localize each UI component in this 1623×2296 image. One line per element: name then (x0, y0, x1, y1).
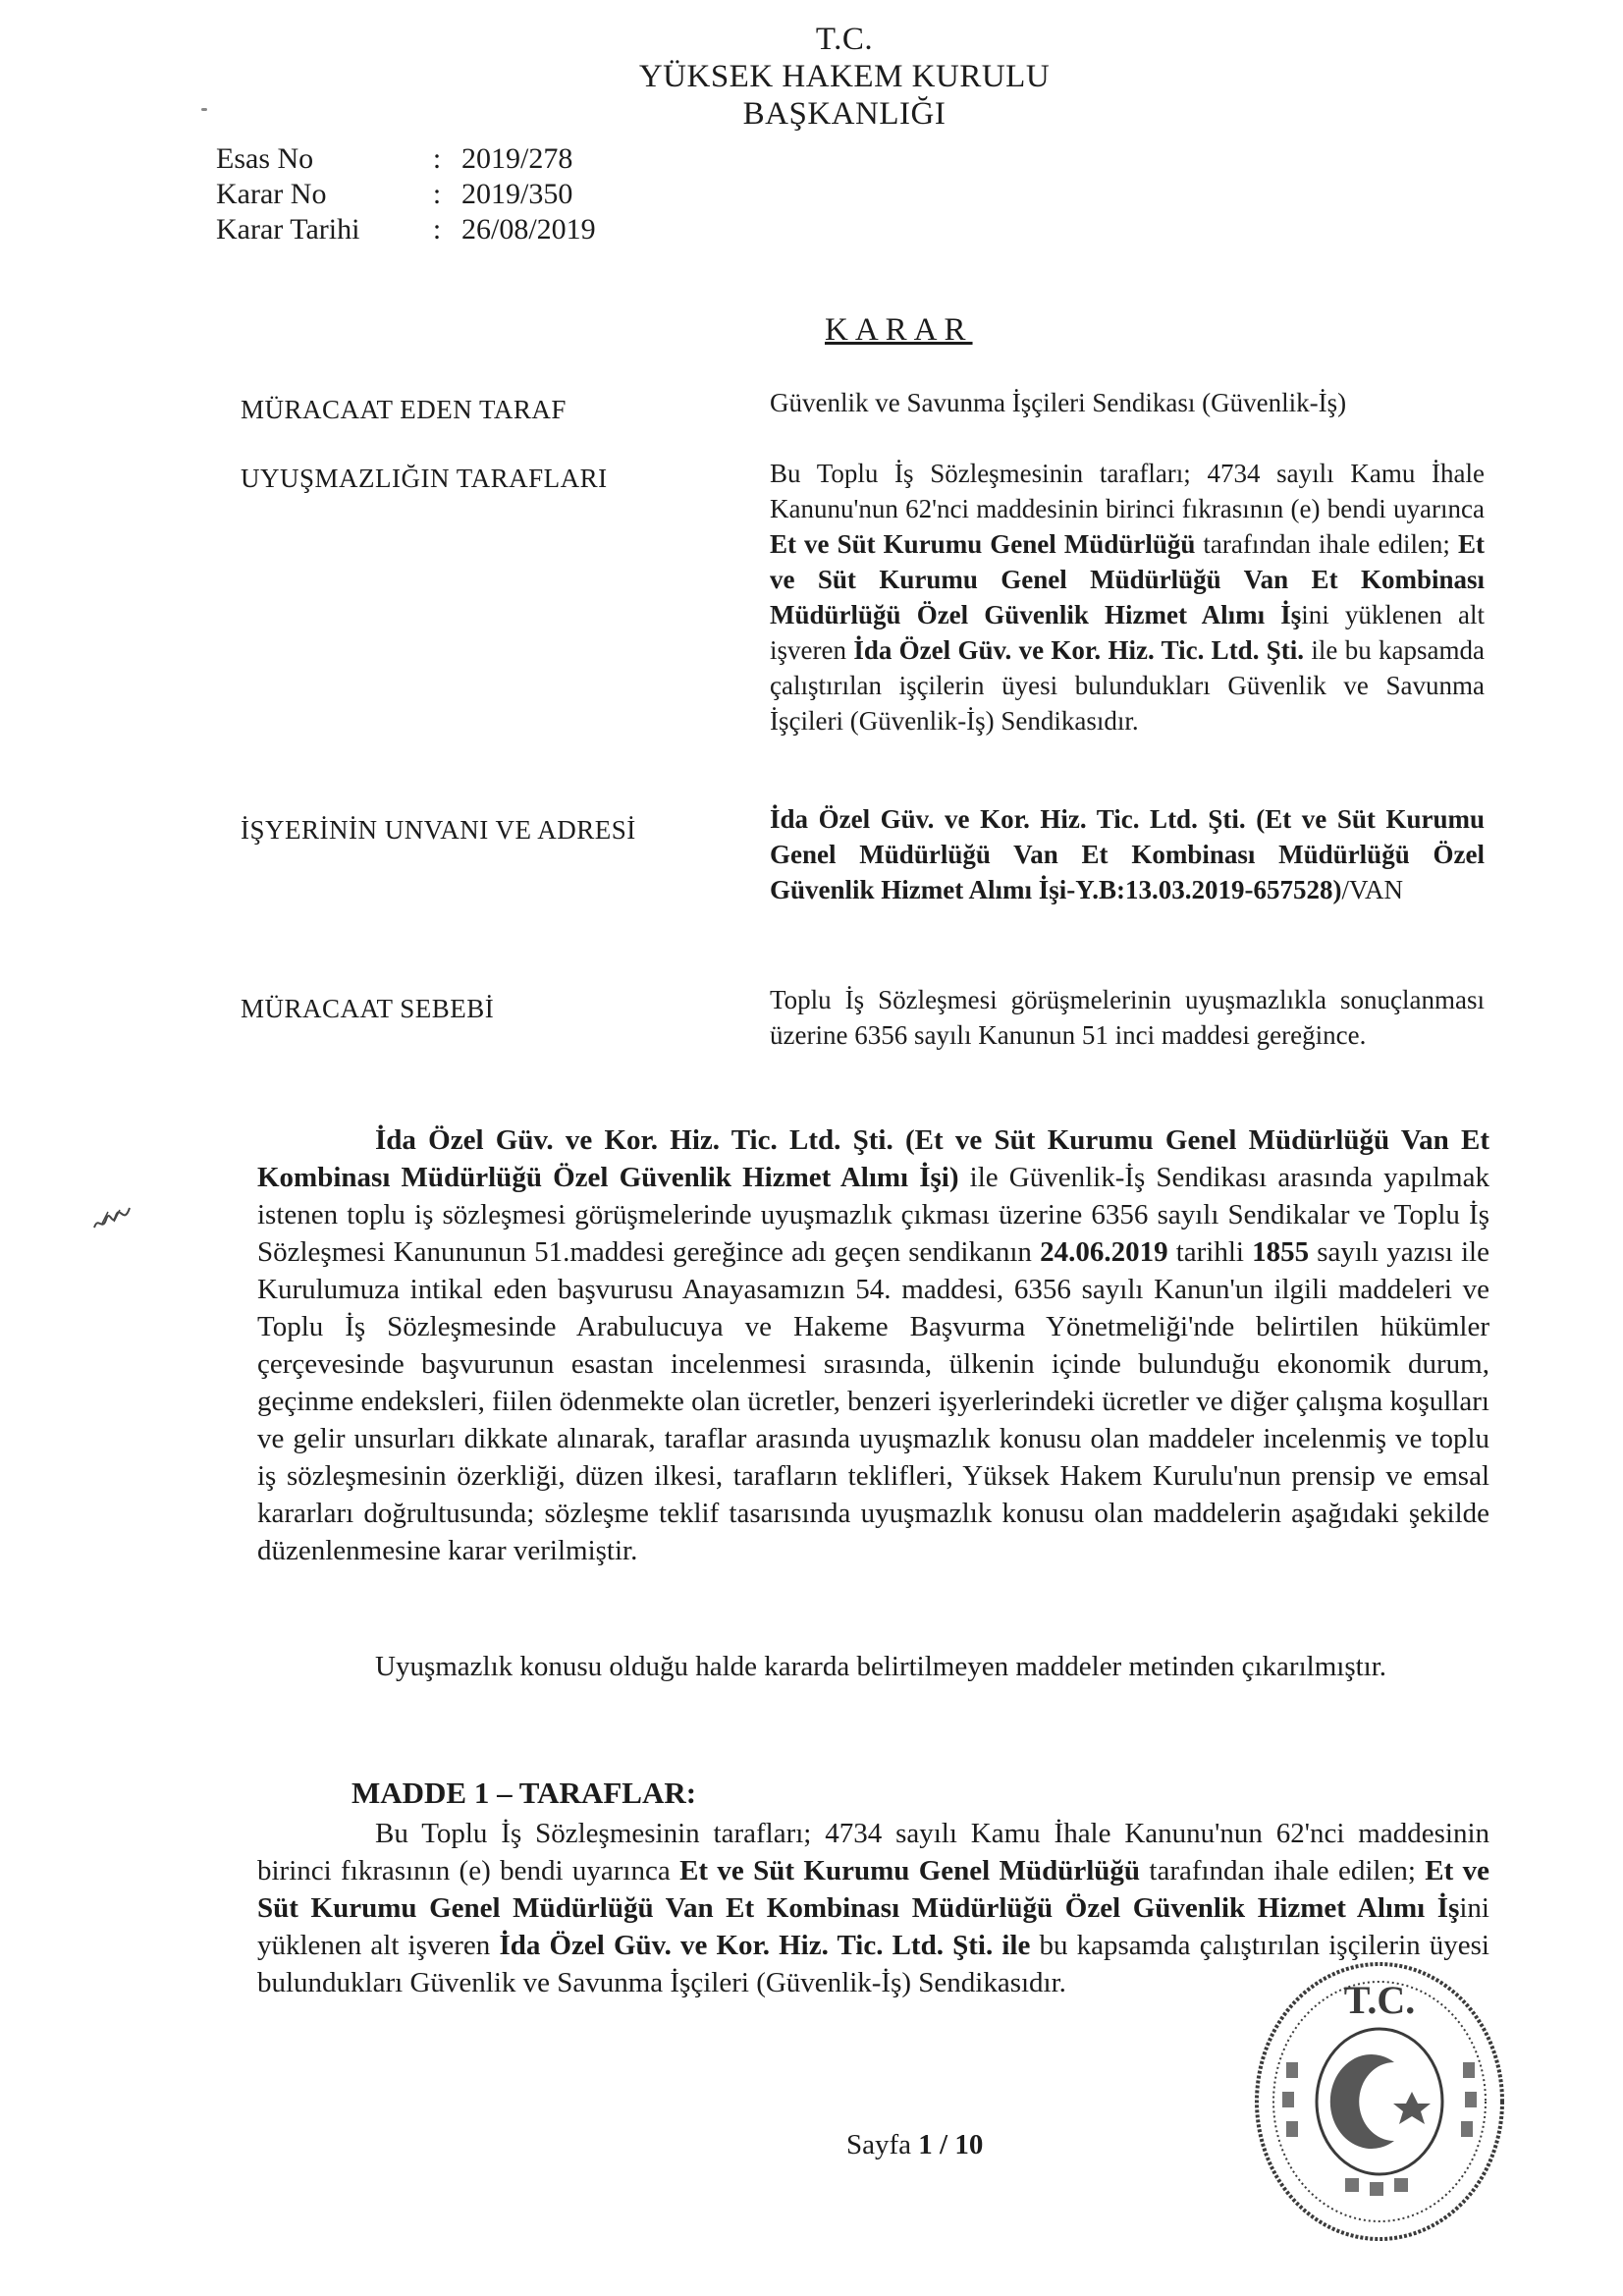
header-office: BAŞKANLIĞI (742, 96, 947, 132)
meta-karar-tarihi: Karar Tarihi : 26/08/2019 (216, 213, 596, 246)
meta-value: 2019/350 (461, 178, 573, 210)
meta-label: Karar No (216, 178, 327, 210)
article-1-title: MADDE 1 – TARAFLAR: (352, 1776, 697, 1810)
official-seal-icon (1247, 1954, 1512, 2249)
dispute-parties-value: Bu Toplu İş Sözleşmesinin tarafları; 4734 sayılı Kamu İhale Kanunu'nun 62'nci maddesinin birinci fıkrasının (e) bendi uyarınca Et ve Süt Kurumu Genel Müdürlüğü tarafından ihale edilen; Et ve Süt Kurumu Genel Müdürlüğü Van Et Kombinası Müdürlüğü Özel Güvenlik Hizmet Alımı İşini yüklenen alt işveren İda Özel Güv. ve Kor. Hiz. Tic. Ltd. Şti. ile bu kapsamda çalıştırılan işçilerin üyesi bulundukları Güvenlik ve Savunma İşçileri (Güvenlik-İş) Sendikasıdır. (770, 459, 1486, 736)
header-institution: YÜKSEK HAKEM KURULU (638, 59, 1051, 94)
scan-speck (201, 108, 207, 111)
decision-title: KARAR (825, 312, 973, 348)
dispute-parties-label: UYUŞMAZLIĞIN TARAFLARI (241, 464, 608, 493)
workplace-value: İda Özel Güv. ve Kor. Hiz. Tic. Ltd. Şti. (Et ve Süt Kurumu Genel Müdürlüğü Van Et Kombinası Müdürlüğü Özel Güvenlik Hizmet Alımı İşi-Y.B:13.03.2019-657528)/VAN (770, 804, 1485, 904)
svg-text:T.C.: T.C. (1343, 1978, 1416, 2022)
meta-label: Karar Tarihi (216, 213, 360, 246)
meta-label: Esas No (216, 142, 314, 175)
workplace-label: İŞYERİNİN UNVANI VE ADRESİ (241, 815, 636, 845)
meta-karar-no: Karar No : 2019/350 (216, 178, 573, 210)
handwritten-margin-mark-icon (90, 1198, 137, 1237)
application-reason-label: MÜRACAAT SEBEBİ (241, 994, 495, 1023)
meta-value: 2019/278 (461, 142, 573, 175)
decision-body-paragraph: İda Özel Güv. ve Kor. Hiz. Tic. Ltd. Şti. (Et ve Süt Kurumu Genel Müdürlüğü Van Et Kombinası Müdürlüğü Özel Güvenlik Hizmet Alımı İşi) ile Güvenlik-İş Sendikası arasında yapılmak istenen toplu iş sözleşmesi görüşmelerinde uyuşmazlık çıkması üzerine 6356 sayılı Sendikalar ve Toplu İş Sözleşmesi Kanununun 51.maddesi gereğince adı geçen sendikanın 24.06.2019 tarihli 1855 sayılı yazısı ile Kurulumuza intikal eden başvurusu Anayasamızın 54. maddesi, 6356 sayılı Kanun'un ilgili maddeleri ve Toplu İş Sözleşmesinde Arabulucuya ve Hakeme Başvurma Yönetmeliği'nde belirtilen hükümler çerçevesinde başvurunun esastan incelenmesi sırasında, ülkenin içinde bulunduğu ekonomik durum, geçinme endeksleri, fiilen ödenmekte olan ücretler, benzeri işyerlerindeki ücretler ve diğer çalışma koşulları ve gelir unsurları dikkate alınarak, taraflar arasında uyuşmazlık konusu olan maddeler incelenmiş ve toplu iş sözleşmesinin özerkliği, düzen ilkesi, tarafların teklifleri, Yüksek Hakem Kurulu'nun prensip ve emsal kararları doğrultusunda; sözleşme teklif tasarısında uyuşmazlık konusu olan maddelerin aşağıdaki şekilde düzenlenmesine karar verilmiştir. (257, 1124, 1489, 1566)
applicant-value: Güvenlik ve Savunma İşçileri Sendikası (Güvenlik-İş) (770, 388, 1347, 417)
meta-value: 26/08/2019 (461, 213, 596, 246)
applicant-label: MÜRACAAT EDEN TARAF (241, 395, 567, 424)
removed-articles-note: Uyuşmazlık konusu olduğu halde kararda belirtilmeyen maddeler metinden çıkarılmıştır. (375, 1651, 1387, 1682)
page-number: Sayfa 1 / 10 (846, 2129, 984, 2160)
application-reason-value: Toplu İş Sözleşmesi görüşmelerinin uyuşmazlıkla sonuçlanması üzerine 6356 sayılı Kanunun 51 inci maddesi gereğince. (770, 985, 1485, 1050)
meta-esas-no: Esas No : 2019/278 (216, 142, 573, 175)
article-1-text: Bu Toplu İş Sözleşmesinin tarafları; 4734 sayılı Kamu İhale Kanunu'nun 62'nci maddesinin birinci fıkrasının (e) bendi uyarınca Et ve Süt Kurumu Genel Müdürlüğü tarafından ihale edilen; Et ve Süt Kurumu Genel Müdürlüğü Van Et Kombinası Müdürlüğü Özel Güvenlik Hizmet Alımı İşini yüklenen alt işveren İda Özel Güv. ve Kor. Hiz. Tic. Ltd. Şti. ile bu kapsamda çalıştırılan işçilerin üyesi bulundukları Güvenlik ve Savunma İşçileri (Güvenlik-İş) Sendikasıdır. (257, 1818, 1489, 1998)
header-tc: T.C. (815, 22, 874, 57)
